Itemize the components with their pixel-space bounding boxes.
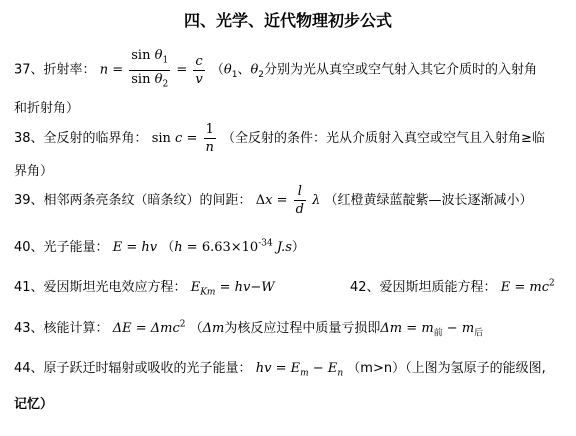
- formula-37: [14, 47, 537, 93]
- exponent: -34: [258, 238, 273, 249]
- formula-number: 43、: [14, 321, 44, 336]
- symbol-l: l: [294, 183, 306, 201]
- exponent: 2: [549, 278, 555, 289]
- formula-number: 42、: [350, 280, 380, 295]
- theta-symbol: θ: [154, 48, 163, 63]
- formula-note: （上图为氢原子的能级图,: [405, 361, 546, 376]
- symbol-m: m: [461, 321, 475, 336]
- fraction-l-over-d: [294, 183, 306, 218]
- paren: （: [189, 321, 203, 336]
- symbol-x: x: [265, 193, 273, 208]
- symbol-hv: hv: [141, 240, 158, 255]
- symbol-E: E: [190, 280, 201, 295]
- minus-sign: −: [250, 280, 262, 295]
- theta-symbol: θ: [250, 62, 259, 78]
- formula-label: 折射率：: [43, 62, 96, 78]
- formula-number: 41、: [14, 280, 44, 295]
- equals-sign: =: [186, 131, 198, 146]
- unit: J.s: [276, 240, 292, 255]
- condition: （m>n）: [347, 361, 406, 376]
- formula-42: [350, 276, 555, 295]
- delta-mc: Δmc: [150, 321, 180, 336]
- symbol-E: E: [327, 361, 338, 376]
- formula-44: [14, 357, 546, 379]
- sin-text: sin: [131, 48, 151, 63]
- formula-label: 原子跃迁时辐射或吸收的光子能量：: [43, 361, 252, 376]
- fraction-sin-ratio: [129, 47, 170, 93]
- minus-sign: −: [446, 321, 458, 336]
- subscript: 2: [258, 70, 265, 81]
- symbol-d: d: [295, 202, 304, 217]
- delta-E: ΔE: [112, 321, 132, 336]
- formula-38: [14, 121, 545, 156]
- section-title: 四、光学、近代物理初步公式: [183, 11, 392, 30]
- equals-sign: =: [276, 193, 288, 208]
- formula-37-continued: 和折射角）: [14, 101, 80, 116]
- minus-sign: −: [312, 361, 324, 376]
- equals-sign: =: [514, 280, 526, 295]
- lambda-symbol: λ: [312, 193, 321, 208]
- equals-sign: =: [135, 321, 147, 336]
- formula-number: 39、: [14, 193, 44, 208]
- formula-39: [14, 183, 533, 218]
- fraction-c-over-v: [193, 53, 204, 88]
- theta-symbol: θ: [154, 71, 163, 87]
- equals-sign: =: [406, 321, 418, 336]
- formula-38-continued: 界角）: [14, 164, 54, 179]
- symbol-hv: hv: [234, 280, 251, 295]
- subscript: 前: [433, 328, 443, 339]
- numerator: 1: [204, 121, 216, 139]
- subscript: 2: [162, 79, 169, 90]
- formula-label: 全反射的临界角：: [43, 131, 148, 146]
- subscript: 1: [231, 70, 238, 81]
- formula-label: 光子能量：: [43, 240, 109, 255]
- formula-label: 相邻两条亮条纹（暗条纹）的间距：: [43, 193, 252, 208]
- formula-note: （全反射的条件：光从介质射入真空或空气且入射角≥临: [222, 131, 545, 146]
- planck-value: 6.63×10: [201, 240, 259, 255]
- formula-number: 44、: [14, 361, 44, 376]
- separator: 、: [237, 62, 251, 78]
- equals-sign: =: [186, 240, 198, 255]
- symbol-mc: mc: [529, 280, 549, 295]
- symbol-E: E: [500, 280, 511, 295]
- equals-sign: =: [112, 62, 124, 78]
- equals-sign: =: [176, 62, 188, 78]
- equals-sign: =: [275, 361, 287, 376]
- formula-number: 38、: [14, 131, 44, 146]
- fraction-one-over-n: [204, 121, 216, 156]
- formula-label: 核能计算：: [43, 321, 109, 336]
- formula-41: [14, 276, 275, 298]
- paren: （: [161, 240, 175, 255]
- subscript: n: [337, 368, 344, 379]
- theta-symbol: θ: [223, 62, 232, 78]
- symbol-m: m: [421, 321, 434, 336]
- sin-text: sin: [151, 131, 171, 146]
- subscript: 1: [162, 55, 169, 66]
- exponent: 2: [179, 319, 186, 330]
- formula-number: 37、: [14, 62, 44, 78]
- symbol-v: v: [195, 71, 203, 87]
- formula-43: [14, 317, 483, 339]
- symbol-E: E: [112, 240, 123, 255]
- delta-m: Δm: [380, 321, 403, 336]
- formula-note: 为核反应过程中质量亏损即: [224, 321, 381, 336]
- subscript: Km: [200, 287, 216, 298]
- symbol-c: c: [193, 53, 204, 71]
- delta-m: Δm: [202, 321, 225, 336]
- paren: ）: [291, 240, 305, 255]
- symbol-W: W: [261, 280, 275, 295]
- formula-note: 分别为光从真空或空气射入其它介质时的入射角: [264, 62, 538, 78]
- symbol-n: n: [205, 140, 214, 155]
- symbol-E: E: [290, 361, 301, 376]
- symbol-c: c: [175, 131, 183, 146]
- formula-44-continued: 记忆）: [14, 397, 54, 412]
- sin-text: sin: [131, 71, 151, 87]
- formula-number: 40、: [14, 240, 44, 255]
- subscript: m: [300, 368, 309, 379]
- symbol-h: h: [174, 240, 183, 255]
- formula-label: 爱因斯坦光电效应方程：: [43, 280, 187, 295]
- formula-40: [14, 236, 305, 255]
- formula-note: （红橙黄绿蓝靛紫—波长逐渐减小）: [324, 193, 533, 208]
- paren: （: [210, 62, 224, 78]
- formula-label: 爱因斯坦质能方程：: [379, 280, 497, 295]
- equals-sign: =: [126, 240, 138, 255]
- subscript: 后: [474, 328, 484, 339]
- symbol-hv: hv: [255, 361, 272, 376]
- delta-symbol: Δ: [255, 193, 266, 208]
- symbol-n: n: [99, 62, 109, 78]
- equals-sign: =: [219, 280, 231, 295]
